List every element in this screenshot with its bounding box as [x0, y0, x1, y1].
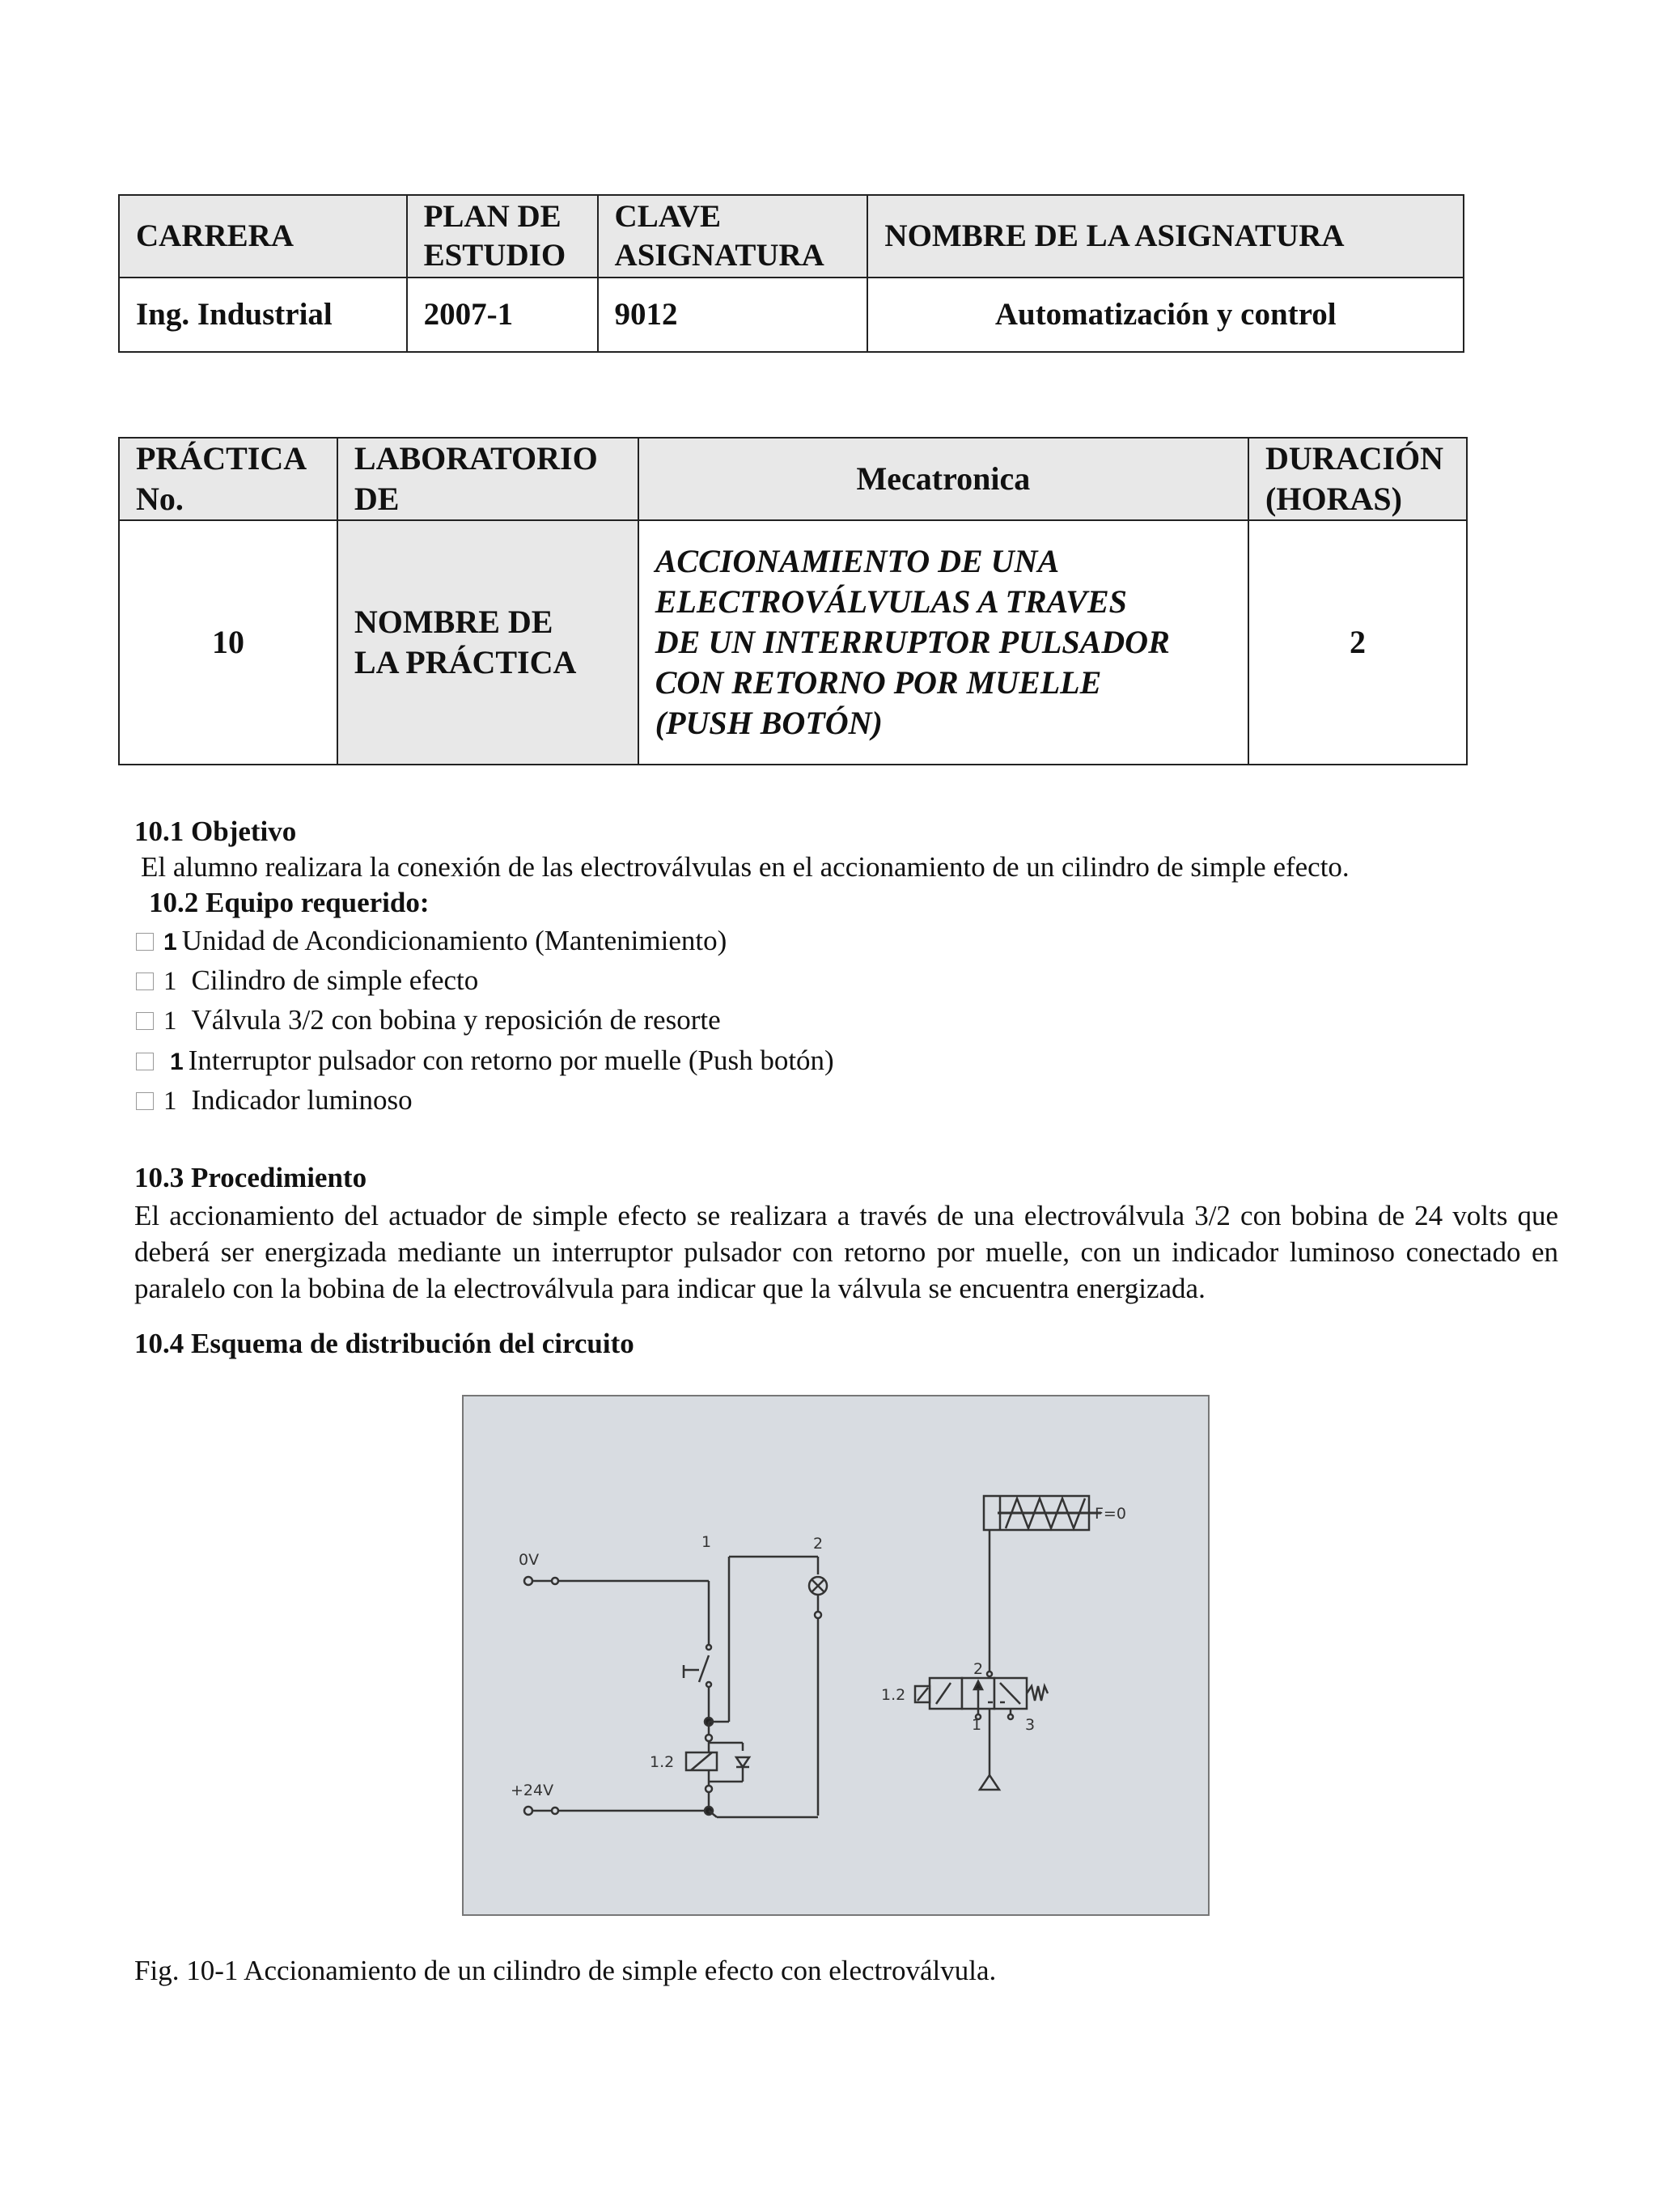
- equipment-item: 1 Válvula 3/2 con bobina y reposición de resorte: [136, 1004, 721, 1036]
- label-node-1: 1: [701, 1533, 712, 1551]
- bullet-box-icon: [136, 973, 154, 990]
- cell-nombre-practica: ACCIONAMIENTO DE UNA ELECTROVÁLVULAS A TRAVES DE UN INTERRUPTOR PULSADOR CON RETORNO POR MUELLE (PUSH BOTÓN): [638, 520, 1248, 765]
- bullet-box-icon: [136, 1053, 154, 1070]
- header-practica-no: PRÁCTICA No.: [119, 438, 337, 520]
- section-objetivo-title: 10.1 Objetivo: [134, 816, 297, 847]
- cell-clave: 9012: [598, 278, 868, 352]
- equipment-item: 1 Unidad de Acondicionamiento (Mantenimiento): [136, 925, 727, 957]
- header-nombre-practica: NOMBRE DE LA PRÁCTICA: [337, 520, 638, 765]
- label-coil: 1.2: [650, 1753, 675, 1771]
- cell-carrera: Ing. Industrial: [119, 278, 407, 352]
- header-laboratorio: LABORATORIO DE: [337, 438, 638, 520]
- bullet-box-icon: [136, 1092, 154, 1110]
- bullet-box-icon: [136, 1012, 154, 1030]
- cell-laboratorio: Mecatronica: [638, 438, 1248, 520]
- label-valve-port-2: 2: [973, 1660, 984, 1678]
- label-24v: +24V: [511, 1782, 554, 1799]
- header-plan-de-estudio: PLAN DE ESTUDIO: [407, 195, 598, 278]
- figure-caption: Fig. 10-1 Accionamiento de un cilindro de simple efecto con electroválvula.: [134, 1955, 997, 1986]
- procedimiento-text: El accionamiento del actuador de simple efecto se realizara a través de una electroválvula 3/2 con bobina de 24 volts que deberá ser energizada mediante un interruptor pulsador con retorno por muelle, con un indicador luminoso conectado en paralelo con la bobina de la electroválvula para indicar que la válvula se encuentra energizada.: [134, 1200, 1558, 1304]
- label-force: F=0: [1095, 1505, 1126, 1523]
- course-info-table: [118, 194, 1464, 353]
- cell-plan: 2007-1: [407, 278, 598, 352]
- label-valve-port-3: 3: [1025, 1716, 1036, 1734]
- equipment-item: 1 Indicador luminoso: [136, 1084, 413, 1117]
- label-valve-coil: 1.2: [881, 1686, 906, 1704]
- section-esquema-title: 10.4 Esquema de distribución del circuito: [134, 1328, 634, 1359]
- circuit-diagram: [462, 1395, 1210, 1916]
- header-carrera: CARRERA: [119, 195, 407, 278]
- cell-duracion: 2: [1248, 520, 1467, 765]
- bullet-box-icon: [136, 933, 154, 951]
- objetivo-text: El alumno realizara la conexión de las electroválvulas en el accionamiento de un cilindro de simple efecto.: [141, 851, 1350, 883]
- equipment-item: 1 Interruptor pulsador con retorno por muelle (Push botón): [136, 1045, 834, 1077]
- equipment-item: 1 Cilindro de simple efecto: [136, 964, 478, 997]
- practice-info-table: [118, 437, 1468, 765]
- cell-practica-no: 10: [119, 520, 337, 765]
- label-node-2: 2: [813, 1535, 824, 1553]
- section-equipo-title: 10.2 Equipo requerido:: [149, 887, 430, 918]
- label-valve-port-1: 1: [972, 1716, 982, 1734]
- header-duracion: DURACIÓN (HORAS): [1248, 438, 1467, 520]
- label-0v: 0V: [519, 1551, 540, 1569]
- header-clave-asignatura: CLAVE ASIGNATURA: [598, 195, 868, 278]
- section-procedimiento-title: 10.3 Procedimiento: [134, 1162, 367, 1193]
- cell-asignatura: Automatización y control: [867, 278, 1464, 352]
- header-nombre-asignatura: NOMBRE DE LA ASIGNATURA: [867, 195, 1464, 278]
